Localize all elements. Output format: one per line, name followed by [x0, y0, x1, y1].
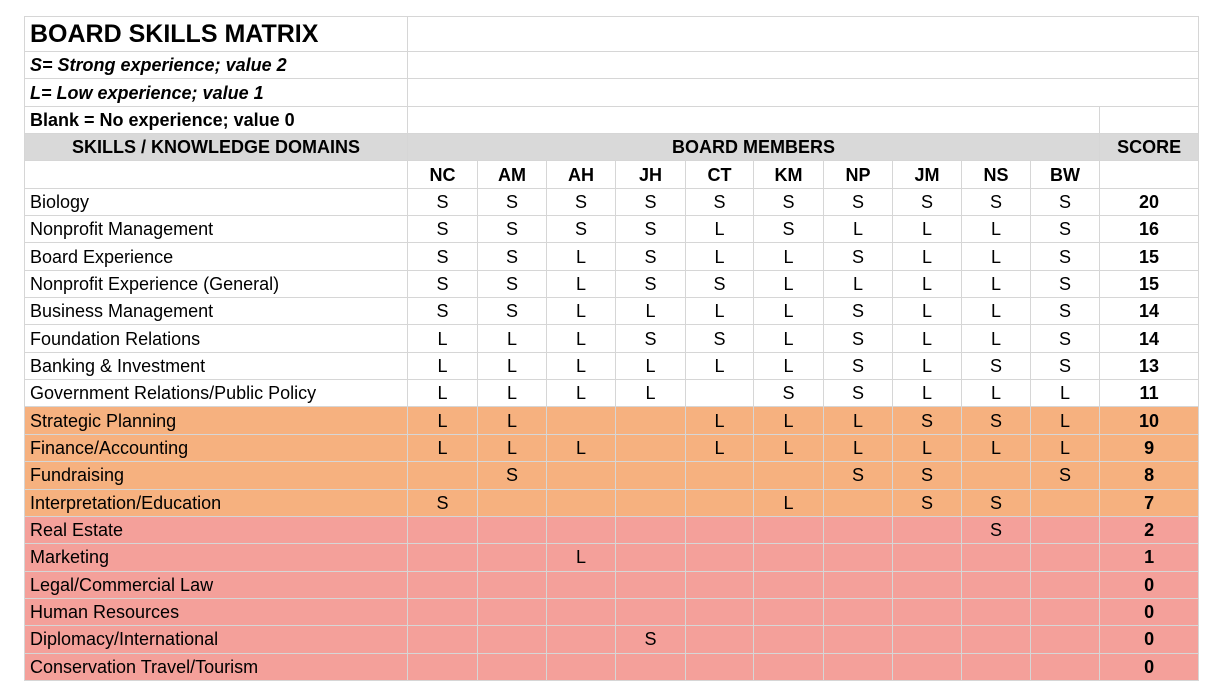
experience-mark — [478, 544, 547, 571]
member-initials: NP — [824, 161, 893, 188]
experience-mark — [616, 544, 686, 571]
experience-mark: L — [616, 298, 686, 325]
experience-mark: S — [1031, 216, 1100, 243]
experience-mark — [754, 598, 824, 625]
skill-row — [25, 626, 1199, 653]
experience-mark: S — [962, 489, 1031, 516]
experience-mark — [824, 571, 893, 598]
experience-mark — [962, 653, 1031, 680]
experience-mark: L — [616, 352, 686, 379]
experience-mark: L — [686, 298, 754, 325]
experience-mark: L — [686, 434, 754, 461]
experience-mark: L — [962, 325, 1031, 352]
experience-mark: S — [824, 380, 893, 407]
experience-mark: S — [547, 188, 616, 215]
member-initials: NS — [962, 161, 1031, 188]
experience-mark — [754, 544, 824, 571]
experience-mark: S — [616, 243, 686, 270]
skill-name: Banking & Investment — [25, 352, 408, 379]
legend-row — [25, 106, 1199, 133]
experience-mark: L — [824, 216, 893, 243]
experience-mark: L — [478, 352, 547, 379]
experience-mark: L — [754, 243, 824, 270]
experience-mark: S — [1031, 325, 1100, 352]
experience-mark: L — [616, 380, 686, 407]
skill-score: 0 — [1100, 626, 1199, 653]
experience-mark — [616, 571, 686, 598]
experience-mark: L — [686, 216, 754, 243]
skill-score: 0 — [1100, 653, 1199, 680]
experience-mark: L — [893, 270, 962, 297]
experience-mark: L — [686, 407, 754, 434]
skill-name: Nonprofit Management — [25, 216, 408, 243]
skill-score: 15 — [1100, 243, 1199, 270]
experience-mark: L — [478, 380, 547, 407]
experience-mark: S — [754, 188, 824, 215]
experience-mark — [547, 516, 616, 543]
experience-mark: S — [547, 216, 616, 243]
experience-mark — [547, 407, 616, 434]
experience-mark: S — [408, 489, 478, 516]
experience-mark — [686, 516, 754, 543]
skill-score: 9 — [1100, 434, 1199, 461]
experience-mark: S — [616, 216, 686, 243]
experience-mark: S — [1031, 243, 1100, 270]
experience-mark — [686, 626, 754, 653]
member-initials: BW — [1031, 161, 1100, 188]
experience-mark: L — [893, 216, 962, 243]
title-blank — [408, 17, 1199, 52]
experience-mark — [962, 598, 1031, 625]
skill-name: Board Experience — [25, 243, 408, 270]
experience-mark: S — [1031, 352, 1100, 379]
experience-mark: L — [962, 434, 1031, 461]
experience-mark: L — [893, 298, 962, 325]
experience-mark — [824, 626, 893, 653]
skill-name: Fundraising — [25, 462, 408, 489]
experience-mark — [824, 489, 893, 516]
experience-mark — [962, 626, 1031, 653]
skill-row — [25, 598, 1199, 625]
experience-mark — [754, 571, 824, 598]
skill-name: Real Estate — [25, 516, 408, 543]
experience-mark — [547, 462, 616, 489]
experience-mark — [547, 598, 616, 625]
experience-mark — [408, 598, 478, 625]
experience-mark: L — [686, 352, 754, 379]
experience-mark: S — [1031, 270, 1100, 297]
skill-score: 14 — [1100, 325, 1199, 352]
experience-mark: L — [408, 407, 478, 434]
skill-name: Finance/Accounting — [25, 434, 408, 461]
experience-mark — [616, 462, 686, 489]
experience-mark: S — [408, 188, 478, 215]
skill-row — [25, 188, 1199, 215]
experience-mark: L — [824, 434, 893, 461]
experience-mark — [686, 380, 754, 407]
experience-mark — [1031, 516, 1100, 543]
experience-mark — [754, 462, 824, 489]
skill-score: 0 — [1100, 598, 1199, 625]
experience-mark: L — [686, 243, 754, 270]
skill-name: Government Relations/Public Policy — [25, 380, 408, 407]
experience-mark — [1031, 653, 1100, 680]
skills-matrix-table — [24, 16, 1199, 681]
experience-mark — [824, 544, 893, 571]
experience-mark: L — [1031, 407, 1100, 434]
experience-mark — [754, 653, 824, 680]
skill-name: Strategic Planning — [25, 407, 408, 434]
experience-mark: S — [1031, 462, 1100, 489]
experience-mark: L — [824, 270, 893, 297]
experience-mark: L — [754, 298, 824, 325]
experience-mark: S — [824, 298, 893, 325]
experience-mark: L — [893, 352, 962, 379]
experience-mark — [408, 516, 478, 543]
experience-mark: S — [824, 462, 893, 489]
skill-row — [25, 243, 1199, 270]
skill-score: 15 — [1100, 270, 1199, 297]
experience-mark: S — [962, 516, 1031, 543]
experience-mark: S — [408, 270, 478, 297]
experience-mark — [893, 653, 962, 680]
member-initials: KM — [754, 161, 824, 188]
experience-mark: S — [1031, 188, 1100, 215]
experience-mark — [962, 462, 1031, 489]
experience-mark — [408, 544, 478, 571]
experience-mark: L — [478, 325, 547, 352]
experience-mark: S — [824, 325, 893, 352]
skill-name: Conservation Travel/Tourism — [25, 653, 408, 680]
experience-mark — [1031, 598, 1100, 625]
skill-row — [25, 352, 1199, 379]
skill-name: Human Resources — [25, 598, 408, 625]
experience-mark: S — [478, 270, 547, 297]
skill-score: 10 — [1100, 407, 1199, 434]
skill-name: Diplomacy/International — [25, 626, 408, 653]
experience-mark — [686, 489, 754, 516]
experience-mark — [616, 516, 686, 543]
experience-mark — [686, 462, 754, 489]
experience-mark — [616, 653, 686, 680]
experience-mark: L — [962, 270, 1031, 297]
experience-mark — [686, 653, 754, 680]
experience-mark — [686, 571, 754, 598]
experience-mark: L — [408, 325, 478, 352]
experience-mark: L — [754, 352, 824, 379]
experience-mark — [1031, 489, 1100, 516]
experience-mark — [478, 626, 547, 653]
experience-mark: L — [547, 298, 616, 325]
skill-score: 1 — [1100, 544, 1199, 571]
experience-mark: S — [478, 298, 547, 325]
experience-mark: S — [478, 243, 547, 270]
legend-row — [25, 79, 1199, 106]
experience-mark: L — [893, 243, 962, 270]
experience-mark: L — [547, 325, 616, 352]
skill-row — [25, 571, 1199, 598]
experience-mark — [893, 516, 962, 543]
member-initials: AM — [478, 161, 547, 188]
experience-mark: L — [547, 544, 616, 571]
legend-blank: Blank = No experience; value 0 — [25, 106, 408, 133]
experience-mark: S — [893, 188, 962, 215]
experience-mark — [478, 489, 547, 516]
skill-row — [25, 489, 1199, 516]
skill-row — [25, 298, 1199, 325]
experience-mark: S — [824, 243, 893, 270]
experience-mark: S — [962, 407, 1031, 434]
skill-score: 0 — [1100, 571, 1199, 598]
experience-mark: L — [408, 434, 478, 461]
experience-mark: S — [962, 352, 1031, 379]
experience-mark: L — [754, 489, 824, 516]
experience-mark — [893, 544, 962, 571]
page-title: BOARD SKILLS MATRIX — [25, 17, 408, 52]
skill-score: 2 — [1100, 516, 1199, 543]
experience-mark — [686, 598, 754, 625]
experience-mark: L — [824, 407, 893, 434]
experience-mark: S — [478, 462, 547, 489]
skill-name: Biology — [25, 188, 408, 215]
experience-mark: L — [893, 325, 962, 352]
experience-mark: S — [824, 352, 893, 379]
skill-row — [25, 516, 1199, 543]
skill-score: 16 — [1100, 216, 1199, 243]
experience-mark — [616, 598, 686, 625]
experience-mark: L — [1031, 380, 1100, 407]
skill-score: 14 — [1100, 298, 1199, 325]
experience-mark — [478, 571, 547, 598]
experience-mark: S — [408, 243, 478, 270]
skill-score: 13 — [1100, 352, 1199, 379]
domains-header: SKILLS / KNOWLEDGE DOMAINS — [25, 134, 408, 161]
skill-row — [25, 434, 1199, 461]
experience-mark — [616, 407, 686, 434]
experience-mark — [616, 489, 686, 516]
skill-score: 20 — [1100, 188, 1199, 215]
skill-name: Business Management — [25, 298, 408, 325]
experience-mark: S — [686, 188, 754, 215]
experience-mark: S — [616, 626, 686, 653]
skill-score: 8 — [1100, 462, 1199, 489]
experience-mark — [754, 626, 824, 653]
experience-mark: L — [754, 407, 824, 434]
member-initials: NC — [408, 161, 478, 188]
experience-mark: L — [547, 352, 616, 379]
experience-mark: S — [616, 188, 686, 215]
experience-mark: L — [962, 216, 1031, 243]
experience-mark — [893, 571, 962, 598]
skill-name: Interpretation/Education — [25, 489, 408, 516]
experience-mark — [408, 626, 478, 653]
experience-mark — [686, 544, 754, 571]
experience-mark: L — [408, 352, 478, 379]
skill-row — [25, 407, 1199, 434]
skill-score: 11 — [1100, 380, 1199, 407]
experience-mark: S — [478, 188, 547, 215]
experience-mark — [1031, 571, 1100, 598]
member-initials: AH — [547, 161, 616, 188]
experience-mark — [408, 462, 478, 489]
experience-mark: S — [893, 462, 962, 489]
experience-mark: S — [478, 216, 547, 243]
experience-mark: L — [478, 434, 547, 461]
experience-mark — [478, 516, 547, 543]
experience-mark — [547, 489, 616, 516]
experience-mark — [478, 653, 547, 680]
legend-strong: S= Strong experience; value 2 — [25, 52, 408, 79]
skill-name: Nonprofit Experience (General) — [25, 270, 408, 297]
skill-row — [25, 325, 1199, 352]
experience-mark: S — [616, 270, 686, 297]
member-initials-row — [25, 161, 1199, 188]
skill-row — [25, 544, 1199, 571]
experience-mark — [824, 653, 893, 680]
experience-mark: L — [754, 325, 824, 352]
experience-mark: L — [962, 380, 1031, 407]
skill-row — [25, 380, 1199, 407]
score-header: SCORE — [1100, 134, 1199, 161]
skill-row — [25, 270, 1199, 297]
experience-mark: S — [824, 188, 893, 215]
experience-mark: L — [547, 380, 616, 407]
experience-mark: S — [893, 407, 962, 434]
experience-mark: L — [547, 434, 616, 461]
experience-mark: L — [893, 380, 962, 407]
experience-mark: S — [616, 325, 686, 352]
skill-name: Legal/Commercial Law — [25, 571, 408, 598]
experience-mark: S — [1031, 298, 1100, 325]
experience-mark: S — [408, 298, 478, 325]
experience-mark — [408, 653, 478, 680]
member-initials: JH — [616, 161, 686, 188]
experience-mark: S — [686, 325, 754, 352]
legend-low: L= Low experience; value 1 — [25, 79, 408, 106]
board-members-header: BOARD MEMBERS — [408, 134, 1100, 161]
skill-row — [25, 216, 1199, 243]
experience-mark: L — [754, 434, 824, 461]
experience-mark: S — [754, 216, 824, 243]
experience-mark — [962, 544, 1031, 571]
experience-mark — [408, 571, 478, 598]
experience-mark: L — [754, 270, 824, 297]
experience-mark — [1031, 544, 1100, 571]
skill-name: Foundation Relations — [25, 325, 408, 352]
title-row — [25, 17, 1199, 52]
member-initials: JM — [893, 161, 962, 188]
experience-mark — [754, 516, 824, 543]
experience-mark: L — [547, 243, 616, 270]
skill-row — [25, 462, 1199, 489]
experience-mark: L — [962, 243, 1031, 270]
experience-mark — [616, 434, 686, 461]
skill-name: Marketing — [25, 544, 408, 571]
experience-mark — [893, 626, 962, 653]
experience-mark — [893, 598, 962, 625]
experience-mark: S — [962, 188, 1031, 215]
header-row — [25, 134, 1199, 161]
experience-mark — [962, 571, 1031, 598]
experience-mark — [547, 626, 616, 653]
experience-mark: L — [1031, 434, 1100, 461]
skill-row — [25, 653, 1199, 680]
skill-score: 7 — [1100, 489, 1199, 516]
experience-mark: L — [478, 407, 547, 434]
experience-mark — [478, 598, 547, 625]
experience-mark: S — [893, 489, 962, 516]
experience-mark: L — [893, 434, 962, 461]
experience-mark: S — [686, 270, 754, 297]
experience-mark — [547, 571, 616, 598]
experience-mark — [824, 516, 893, 543]
experience-mark: S — [408, 216, 478, 243]
legend-row — [25, 52, 1199, 79]
experience-mark: S — [754, 380, 824, 407]
experience-mark: L — [408, 380, 478, 407]
experience-mark — [824, 598, 893, 625]
experience-mark: L — [547, 270, 616, 297]
member-initials: CT — [686, 161, 754, 188]
experience-mark: L — [962, 298, 1031, 325]
experience-mark — [1031, 626, 1100, 653]
experience-mark — [547, 653, 616, 680]
